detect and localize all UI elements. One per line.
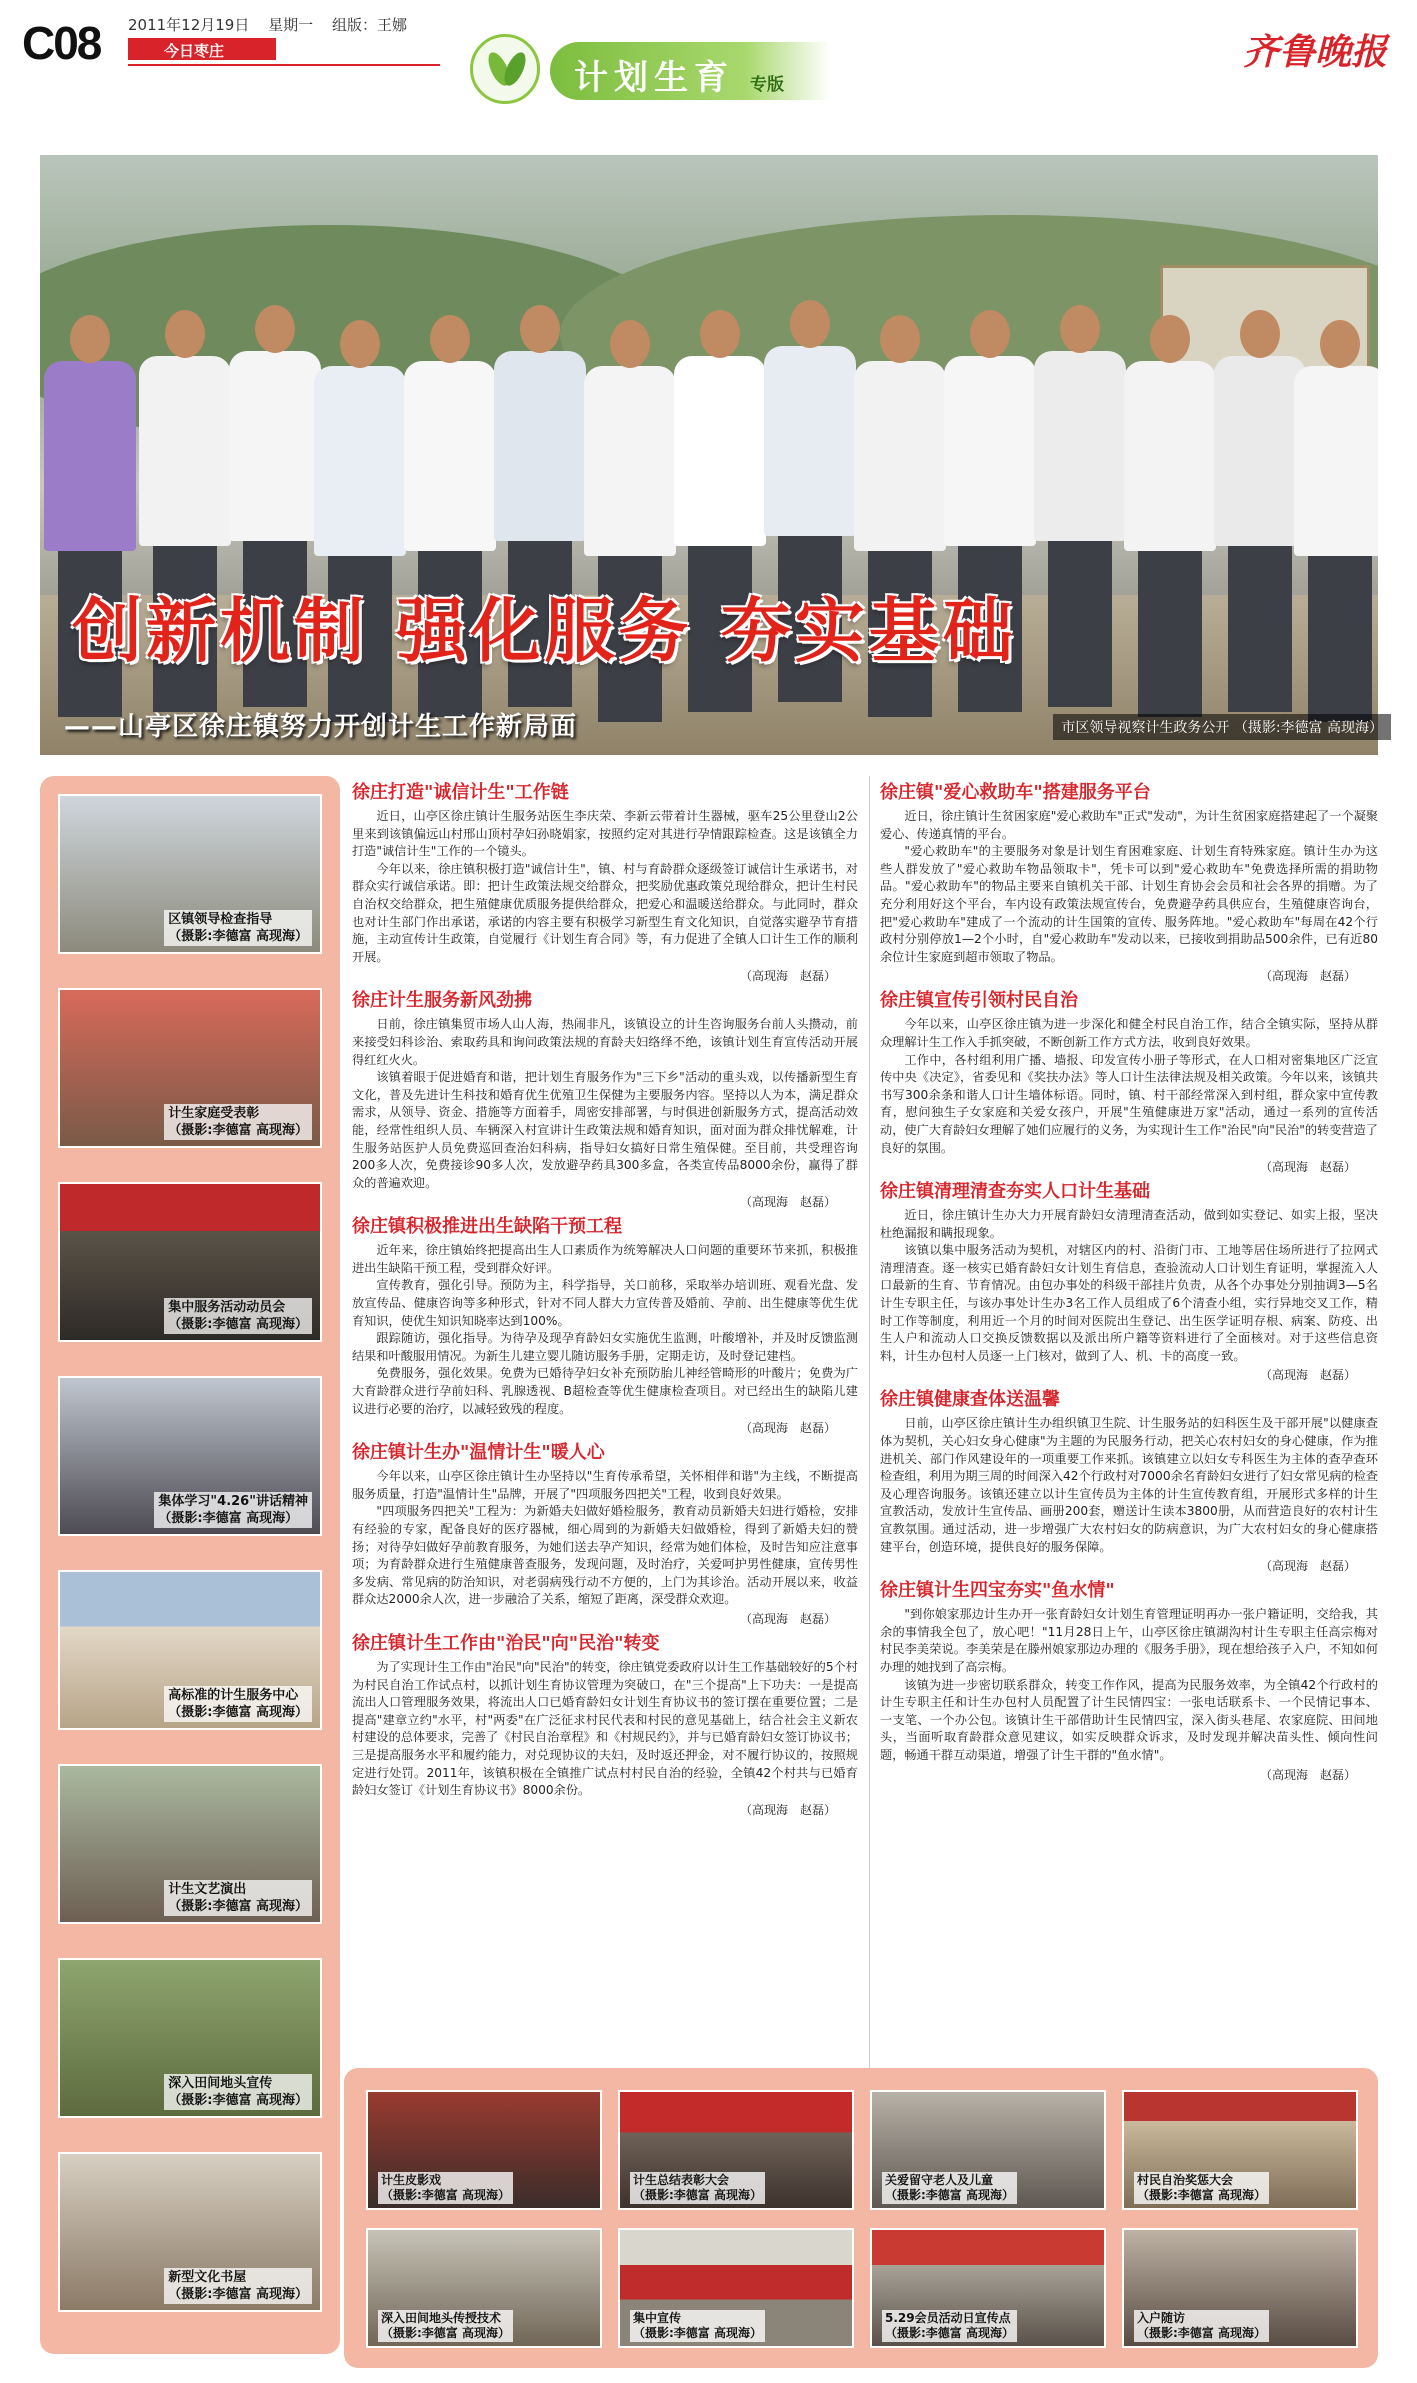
page-number: C08 [22, 17, 101, 69]
section-subtitle: 专版 [750, 75, 784, 95]
photo-caption: 区镇领导检查指导 （摄影:李德富 高现海） [164, 910, 312, 946]
article [352, 1216, 858, 1436]
main-subheadline: ——山亭区徐庄镇努力开创计生工作新局面 [64, 712, 578, 742]
article [880, 1181, 1378, 1383]
photo-caption: 深入田间地头宣传 （摄影:李德富 高现海） [164, 2074, 312, 2110]
article-paragraph: 为了实现计生工作由"治民"向"民治"的转变，徐庄镇党委政府以计生工作基础较好的5个村为村民自治工作试点村，以抓计划生育协议管理为突破口，在"三个提高"上下功夫：一是提高流出人口管理服务效果，将流出人口已婚育龄妇女计划生育协议书的签订摆在重要位置；二是提高"建章立约"水平，村"两委"在广泛征求村民代表和村民的意见基础上，结合社会主义新农村建设的总体要求，完善了《村民自治章程》和《村规民约》，并与已婚育龄妇女签订协议书；三是提高服务水平和履约能力，对兑现协议的夫妇，及时返还押金，对不履行协议的，按照规定进行处罚。2011年，该镇积极在全镇推广试点村村民自治的经验，全镇42个村共与已婚育龄妇女签订《计划生育协议书》8000余份。 [352, 1659, 858, 1798]
photo-caption: 计生皮影戏 （摄影:李德富 高现海） [378, 2172, 513, 2204]
photo-caption: 高标准的计生服务中心 （摄影:李德富 高现海） [164, 1686, 312, 1722]
article-paragraph: 今年以来，山亭区徐庄镇计生办坚持以"生育传承希望，关怀相伴和谐"为主线，不断提高服务质量，打造"温情计生"品牌，开展了"四项服务四把关"工程，收到良好效果。 [352, 1469, 858, 1501]
photo-member-day [870, 2228, 1106, 2348]
article-paragraph: 该镇着眼于促进婚育和谐，把计划生育服务作为"三下乡"活动的重头戏，以传播新型生育文化，普及先进计生科技和婚育优生优殖卫生保健为主要服务内容。坚持以人为本，满足群众需求，从领导、资金、措施等方面着手，周密安排部署，与时俱进创新服务方式，提高活动效能，经常性组织人员、车辆深入村宣讲计生政策法规和婚育知识，面对面为群众排忧解难，计生服务站医护人员免费巡回查治妇科病，指导妇女搞好日常生殖保健。至目前，共受理咨询200多人次，免费接诊90多人次，发放避孕药具300多盒，各类宣传品8000余份，赢得了群众的普遍欢迎。 [352, 1070, 858, 1190]
article-paragraph: 近日，徐庄镇计生办大力开展育龄妇女清理清查活动，做到如实登记、如实上报，坚决杜绝漏报和瞒报现象。 [880, 1208, 1378, 1240]
article-paragraph: 近日，徐庄镇计生贫困家庭"爱心救助车"正式"发动"，为计生贫困家庭搭建起了一个凝聚爱心、传递真情的平台。 [880, 809, 1378, 841]
section-tag: 今日枣庄 [128, 38, 276, 60]
article [880, 1389, 1378, 1574]
article-title: 徐庄镇计生办"温情计生"暖人心 [352, 1442, 605, 1464]
article-byline: （高现海 赵磊） [739, 1611, 836, 1626]
article [352, 990, 858, 1210]
article-byline: （高现海 赵磊） [1259, 1767, 1356, 1782]
photo-caption: 集中服务活动动员会 （摄影:李德富 高现海） [164, 1298, 312, 1334]
article-byline: （高现海 赵磊） [739, 1802, 836, 1817]
article [352, 1442, 858, 1627]
article-title: 徐庄打造"诚信计生"工作链 [352, 782, 569, 803]
article-paragraph: 跟踪随访，强化指导。为待孕及现孕育龄妇女实施优生监测，叶酸增补，并及时反馈监测结果和叶酸服用情况。为新生儿建立婴儿随访服务手册，定期走访，及时登记建档。 [352, 1331, 858, 1363]
issue-date-line [128, 14, 421, 35]
column-divider [869, 776, 870, 2266]
article-paragraph: 近日，山亭区徐庄镇计生服务站医生李庆荣、李新云带着计生器械，驱车25公里登山2公里来到该镇偏远山村邢山顶村孕妇孙晓娟家，按照约定对其进行孕情跟踪检查。这是该镇全力打造"诚信计生"工作的一个镜头。 [352, 809, 858, 859]
photo-caption: 集中宣传 （摄影:李德富 高现海） [630, 2310, 765, 2342]
section-title-banner [550, 42, 830, 100]
family-planning-logo-icon [470, 34, 540, 104]
photo-inspection [58, 794, 322, 954]
article-byline: （高现海 赵磊） [1259, 1160, 1356, 1175]
issue-date: 2011年12月19日 [128, 16, 250, 34]
article [352, 1633, 858, 1818]
header-divider [128, 64, 440, 66]
photo-village-meeting [1122, 2090, 1358, 2210]
photo-mobilization-meeting [58, 1182, 322, 1342]
photo-publicity-vehicle [618, 2228, 854, 2348]
photo-shadow-puppet [366, 2090, 602, 2210]
photo-group-study [58, 1376, 322, 1536]
article-title: 徐庄镇积极推进出生缺陷干预工程 [352, 1216, 622, 1238]
article-byline: （高现海 赵磊） [739, 1195, 836, 1210]
article-paragraph: "爱心救助车"的主要服务对象是计划生育困难家庭、计划生育特殊家庭。镇计生办为这些人群发放了"爱心救助车物品领取卡"，凭卡可以到"爱心救助车"免费选择所需的捐助物品。"爱心救助车"的物品主要来自镇机关干部、计划生育协会会员和社会各界的捐赠。为了充分利用好这个平台，车内设有政策法规宣传台，免费避孕药具供应台，生殖健康咨询台，把"爱心救助车"建成了一个流动的计生国策的宣传、服务阵地。"爱心救助车"每周在42个行政村分别停放1—2个小时，自"爱心救助车"发动以来，已接收到捐助品500余件，已有近80余位计生家庭到超市领取了物品。 [880, 844, 1378, 964]
photo-caption: 关爱留守老人及儿童 （摄影:李德富 高现海） [882, 2172, 1017, 2204]
article [880, 782, 1378, 984]
main-headline: 创新机制 强化服务 夯实基础 [72, 590, 1017, 672]
article-paragraph: 日前，山亭区徐庄镇计生办组织镇卫生院、计生服务站的妇科医生及干部开展"以健康查体为契机，关心妇女身心健康"为主题的为民服务行动，把关心农村妇女的身心健康，作为推进机关、部门作风建设年的一项重要工作来抓。该镇建立以妇女专科医生为主体的查孕查环检查组，利用为期三周的时间深入42个行政村对7000余名育龄妇女进行了妇女常见病的检查及心理咨询服务。该镇还建立以计生宣传员为主体的计生宣传教育组，开展形式多样的计生宣教活动，发放计生宣传品、画册200套，赠送计生读本3800册，从而营造良好的农村计生宣教氛围。通过活动，进一步增强广大农村妇女的防病意识，为广大农村妇女的身心健康搭建平台，创造环境，提供良好的服务保障。 [880, 1416, 1378, 1554]
article-title: 徐庄镇健康查体送温馨 [880, 1389, 1060, 1411]
photo-culture-bookroom [58, 2152, 322, 2312]
photo-art-performance [58, 1764, 322, 1924]
section-title: 计划生育 [574, 58, 734, 98]
photo-caption: 集体学习"4.26"讲话精神 （摄影:李德富 高现海） [154, 1492, 312, 1528]
photo-award-families [58, 988, 322, 1148]
photo-caption: 计生家庭受表彰 （摄影:李德富 高现海） [164, 1104, 312, 1140]
photo-caption: 5.29会员活动日宣传点 （摄影:李德富 高现海） [882, 2310, 1017, 2342]
photo-caption: 村民自治奖惩大会 （摄影:李德富 高现海） [1134, 2172, 1269, 2204]
photo-caption: 深入田间地头传授技术 （摄影:李德富 高现海） [378, 2310, 513, 2342]
left-photo-column [40, 776, 340, 2354]
article [352, 782, 858, 984]
photo-commendation [618, 2090, 854, 2210]
article-title: 徐庄镇"爱心救助车"搭建服务平台 [880, 782, 1151, 803]
article-paragraph: 免费服务，强化效果。免费为已婚待孕妇女补充预防胎儿神经管畸形的叶酸片；免费为广大育龄群众进行孕前妇科、乳腺透视、B超检查等优生健康检查项目。对已经出生的缺陷儿建议进行必要的治疗，以减轻致残的程度。 [352, 1366, 858, 1416]
article-byline: （高现海 赵磊） [1259, 969, 1356, 984]
page-header [0, 0, 1417, 140]
article-paragraph: "四项服务四把关"工程为：为新婚夫妇做好婚检服务，教育动员新婚夫妇进行婚检，安排有经验的专家，配备良好的医疗器械，细心周到的为新婚夫妇做婚检，得到了新婚夫妇的赞扬；对待孕妇做好孕前教育服务，为她们送去孕产知识，经常为她们体检，及时告知应注意事项；为育龄群众进行生殖健康普查服务，发现问题，及时治疗，关爱呵护男性健康，宣传男性多发病、常见病的防治知识，对老弱病残行动不方便的，上门为其诊治。活动开展以来，收益群众达2000余人次，进一步融洽了关系，缩短了距离，深受群众欢迎。 [352, 1504, 858, 1607]
photo-service-center [58, 1570, 322, 1730]
article-byline: （高现海 赵磊） [739, 1421, 836, 1436]
photo-caption: 新型文化书屋 （摄影:李德富 高现海） [164, 2268, 312, 2304]
photo-home-visit [1122, 2228, 1358, 2348]
editor-credit: 组版：王娜 [331, 16, 407, 34]
issue-weekday: 星期一 [268, 16, 314, 34]
article-paragraph: 近年来，徐庄镇始终把提高出生人口素质作为统筹解决人口问题的重要环节来抓，积极推进出生缺陷干预工程，受到群众好评。 [352, 1243, 858, 1275]
article-byline: （高现海 赵磊） [1259, 1559, 1356, 1574]
article-byline: （高现海 赵磊） [739, 969, 836, 984]
article-paragraph: 宣传教育，强化引导。预防为主，科学指导，关口前移，采取举办培训班、观看光盘、发放宣传品、健康咨询等多种形式，针对不同人群大力宣传普及婚前、孕前、出生健康等优生优育知识，使优生知识知晓率达到100%。 [352, 1278, 858, 1328]
article-byline: （高现海 赵磊） [1259, 1368, 1356, 1383]
article-paragraph: 今年以来，山亭区徐庄镇为进一步深化和健全村民自治工作，结合全镇实际，坚持从群众理解计生工作入手抓突破，不断创新工作方式方法，收到良好效果。 [880, 1017, 1378, 1049]
photo-caption: 计生总结表彰大会 （摄影:李德富 高现海） [630, 2172, 765, 2204]
article-column-right [880, 776, 1378, 1783]
photo-field-technique [366, 2228, 602, 2348]
article [880, 1580, 1378, 1782]
article-title: 徐庄镇计生工作由"治民"向"民治"转变 [352, 1632, 660, 1654]
photo-caption: 入户随访 （摄影:李德富 高现海） [1134, 2310, 1269, 2342]
article-title: 徐庄镇计生四宝夯实"鱼水情" [880, 1580, 1115, 1602]
bottom-photo-strip [344, 2068, 1378, 2368]
article-paragraph: 工作中，各村组利用广播、墙报、印发宣传小册子等形式，在人口相对密集地区广泛宣传中央《决定》，省委见和《奖扶办法》等人口计生法律法规及相关政策。今年以来，该镇共书写300余条和谐人口计生墙体标语。同时，镇、村干部经常深入到村组，群众家中宣传教育，慰问独生子女家庭和关爱女孩户，开展"生殖健康进万家"活动，通过一系列的宣传活动，使广大育龄妇女理解了她们应履行的义务，为实现计生工作"治民"向"民治"的转变营造了良好的氛围。 [880, 1052, 1378, 1155]
article-column-left [352, 776, 858, 1818]
hero-photo-caption: 市区领导视察计生政务公开 （摄影:李德富 高现海） [1053, 714, 1391, 740]
photo-caption: 计生文艺演出 （摄影:李德富 高现海） [164, 1880, 312, 1916]
article-paragraph: 日前，徐庄镇集贸市场人山人海，热闹非凡，该镇设立的计生咨询服务台前人头攒动，前来接受妇科诊治、索取药具和询问政策法规的育龄夫妇络绎不绝，该镇计划生育宣传活动开展得红红火火。 [352, 1017, 858, 1067]
article-paragraph: 该镇为进一步密切联系群众，转变工作作风，提高为民服务效率，为全镇42个行政村的计生专职主任和计生办包村人员配置了计生民情四宝：一张电话联系卡、一个民情记事本、一支笔、一个办公包。该镇计生干部借助计生民情四宝，深入街头巷尾、农家庭院、田间地头，当面听取育龄群众意见建议，如实反映群众诉求，及时发现并解决苗头性、倾向性问题，畅通干群互动渠道，增强了计生干群的"鱼水情"。 [880, 1677, 1378, 1762]
article-title: 徐庄镇清理清查夯实人口计生基础 [880, 1181, 1150, 1203]
article-title: 徐庄镇宣传引领村民自治 [880, 990, 1078, 1012]
newspaper-masthead: 齐鲁晚报 [1242, 31, 1387, 73]
article-paragraph: "到你娘家那边计生办开一张育龄妇女计划生育管理证明再办一张户籍证明，交给我，其余的事情我全包了，放心吧！"11月28日上午，山亭区徐庄镇湖沟村计生专职主任高宗梅对村民李美荣说。李美荣是在滕州娘家那边办理的《服务手册》，现在想给孩子入户，不知如何办理的她找到了高宗梅。 [880, 1607, 1378, 1674]
article-paragraph: 该镇以集中服务活动为契机，对辖区内的村、沿街门市、工地等居住场所进行了拉网式清理清查。逐一核实已婚育龄妇女计划生育信息，查验流动人口计划生育证明，掌握流入人口最新的生育、节育情况。由包办事处的科级干部挂片负责，从各个办事处分别抽调3—5名计生专职主任，与该办事处计生办3名工作人员组成了6个清查小组，实行异地交叉工作，精时工作等制度，利用近一个月的时间对医院出生登记、出生医学证明存根、病案、防疫、出生人户和流动人口交换反馈数据以及派出所户籍等资料进行了全面核对。对于这些信息资料，计生办包村人员逐一上门核对，做到了人、机、卡的高度一致。 [880, 1243, 1378, 1363]
article-title: 徐庄计生服务新风劲拂 [352, 990, 532, 1012]
photo-field-publicity [58, 1958, 322, 2118]
photo-left-behind-care [870, 2090, 1106, 2210]
article-paragraph: 今年以来，徐庄镇积极打造"诚信计生"，镇、村与育龄群众逐级签订诚信计生承诺书，对群众实行诚信承诺。即：把计生政策法规交给群众，把奖励优惠政策兑现给群众，把计生村民自治权交给群众，把生殖健康优质服务提供给群众，把爱心和温暖送给群众。与此同时，群众也对计生部门作出承诺，承诺的内容主要有积极学习新型生育文化知识，自觉落实避孕节育措施，主动宣传计生政策，自觉履行《计划生育合同》等，有力促进了全镇人口计生工作的顺利开展。 [352, 861, 858, 964]
article [880, 990, 1378, 1175]
